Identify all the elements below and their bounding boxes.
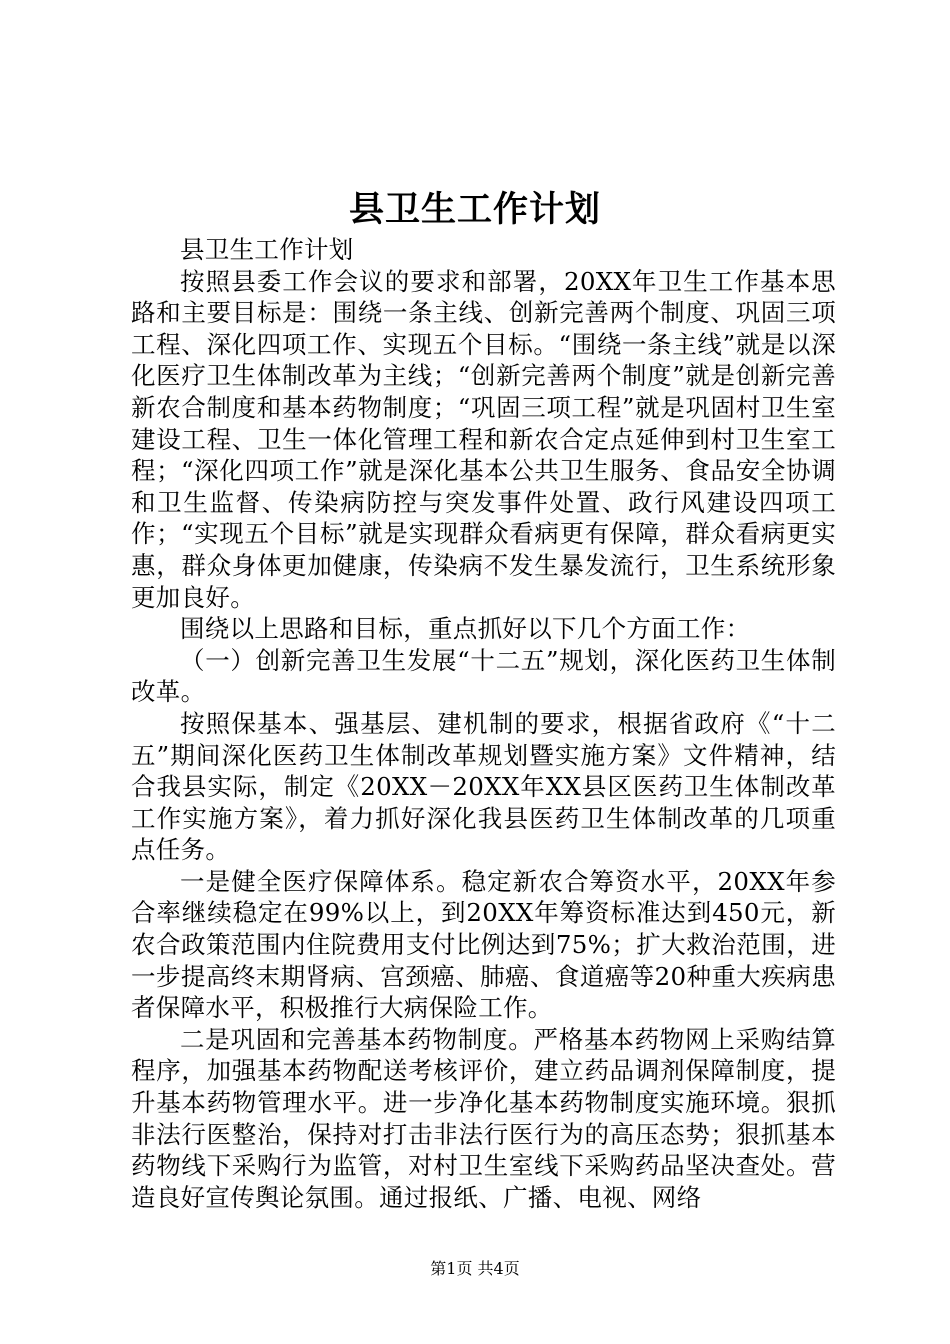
paragraph-focus: 围绕以上思路和目标，重点抓好以下几个方面工作： <box>180 614 751 644</box>
paragraph-section-one-heading: （一）创新完善卫生发展“十二五”规划，深化医药卫生体制改革。 <box>131 645 836 707</box>
paragraph-overview: 按照县委工作会议的要求和部署，20XX年卫生工作基本思路和主要目标是：围绕一条主线、创新完善两个制度、巩固三项工程、深化四项工作、实现五个目标。“围绕一条主线”就是以深化医疗卫生体制改革为主线；“创新完善两个制度”就是创新完善新农合制度和基本药物制度；“巩固三项工程”就是巩固村卫生室建设工程、卫生一体化管理工程和新农合定点延伸到村卫生室工程；“深化四项工作”就是深化基本公共卫生服务、食品安全协调和卫生监督、传染病防控与突发事件处置、政行风建设四项工作；“实现五个目标”就是实现群众看病更有保障，群众看病更实惠，群众身体更加健康，传染病不发生暴发流行，卫生系统形象更加良好。 <box>131 266 836 612</box>
document-title: 县卫生工作计划 <box>348 189 601 230</box>
document-body <box>131 234 836 1213</box>
paragraph-medical-insurance: 一是健全医疗保障体系。稳定新农合筹资水平，20XX年参合率继续稳定在99%以上，到20XX年筹资标准达到450元，新农合政策范围内住院费用支付比例达到75%；扩大救治范围，进一步提高终末期肾病、宫颈癌、肺癌、食道癌等20种重大疾病患者保障水平，积极推行大病保险工作。 <box>131 866 836 1023</box>
paragraph-essential-drugs: 二是巩固和完善基本药物制度。严格基本药物网上采购结算程序，加强基本药物配送考核评价，建立药品调剂保障制度，提升基本药物管理水平。进一步净化基本药物制度实施环境。狠抓非法行医整治，保持对打击非法行医行为的高压态势；狠抓基本药物线下采购行为监管，对村卫生室线下采购药品坚决查处。营造良好宣传舆论氛围。通过报纸、广播、电视、网络 <box>131 1024 836 1212</box>
page-footer: 第1页 共4页 <box>430 1259 520 1278</box>
paragraph-reform-plan: 按照保基本、强基层、建机制的要求，根据省政府《“十二五”期间深化医药卫生体制改革规划暨实施方案》文件精神，结合我县实际，制定《20XX－20XX年XX县区医药卫生体制改革工作实施方案》，着力抓好深化我县医药卫生体制改革的几项重点任务。 <box>131 708 837 865</box>
paragraph-subtitle: 县卫生工作计划 <box>180 235 354 264</box>
